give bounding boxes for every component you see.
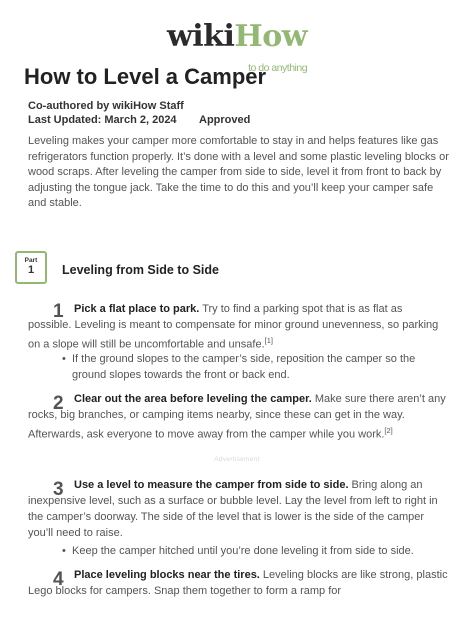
- approved-badge[interactable]: Approved: [199, 114, 251, 126]
- step-text: [28, 567, 448, 599]
- advertisement-label: Advertisement: [214, 456, 260, 463]
- step-body: Try to find a parking spot that is as flat as possible. Leveling is meant to compensate for minor ground unevenness, so parking on a slope will still be uncomfortable and unsafe.: [28, 303, 439, 351]
- step-body: Leveling blocks are like strong, plastic Lego blocks for campers. Snap them together to form a ramp for: [28, 569, 448, 597]
- bullet-text: Keep the camper hitched until you’re done leveling it from side to side.: [72, 545, 414, 557]
- part-title: Leveling from Side to Side: [62, 263, 219, 277]
- logo-wordmark: [166, 19, 308, 74]
- coauthor-line[interactable]: Co-authored by wikiHow Staff: [28, 100, 184, 112]
- step-bullet: [62, 351, 432, 383]
- reference-link[interactable]: [1]: [264, 336, 273, 345]
- part-number: 1: [27, 264, 35, 276]
- logo-tagline: to do anything: [248, 62, 308, 74]
- step-number: 1: [53, 301, 64, 322]
- step-text: [28, 391, 448, 443]
- step-number: 4: [53, 569, 64, 590]
- logo-wiki-text: wiki: [166, 19, 235, 54]
- step-body: Bring along an inexpensive level, such as a surface or bubble level. Lay the level from left to right in the camper’s doorway. The side of the level that is lower is the side of the camper you’ll need to raise.: [28, 479, 438, 539]
- part-badge: [15, 251, 47, 284]
- step-number: 2: [53, 393, 64, 414]
- step-number: 3: [53, 479, 64, 500]
- wikihow-logo[interactable]: [0, 19, 474, 74]
- article-intro: Leveling makes your camper more comfortable to stay in and helps features like gas refrigerators function properly. It’s done with a level and some plastic leveling blocks or wood scraps. After leveling the camper from side to side, level it from front to back by adjusting the tongue jack. Take the time to do this and you’ll keep your camper safe and stable.: [28, 135, 449, 209]
- step-headline: Use a level to measure the camper from side to side.: [74, 479, 349, 491]
- step-text: [28, 301, 448, 353]
- article-title: How to Level a Camper: [24, 64, 267, 89]
- bullet-dot: •: [62, 353, 66, 365]
- last-updated: Last Updated: March 2, 2024: [28, 114, 177, 126]
- step-headline: Clear out the area before leveling the camper.: [74, 393, 312, 405]
- step-bullet: [62, 543, 432, 559]
- logo-how-text: How: [234, 19, 308, 54]
- step-body: Make sure there aren’t any rocks, big branches, or camping items nearby, since these can get in the way. Afterwards, ask everyone to move away from the camper while you work.: [28, 393, 446, 441]
- step-headline: Pick a flat place to park.: [74, 303, 200, 315]
- part-label: Part: [24, 257, 38, 264]
- reference-link[interactable]: [2]: [384, 426, 393, 435]
- bullet-text: If the ground slopes to the camper’s side, reposition the camper so the ground slopes towards the front or back end.: [72, 353, 416, 381]
- step-text: [28, 477, 448, 541]
- bullet-dot: •: [62, 545, 66, 557]
- step-headline: Place leveling blocks near the tires.: [74, 569, 260, 581]
